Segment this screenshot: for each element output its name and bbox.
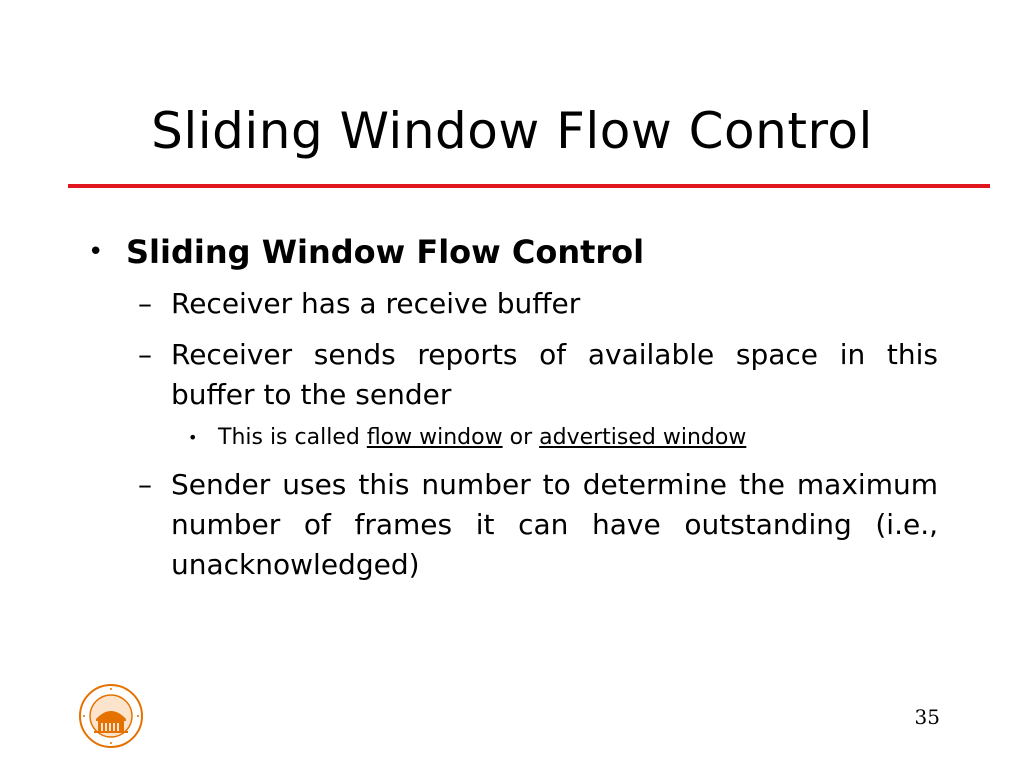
sub-sub-item-text	[218, 421, 746, 455]
slide-title: Sliding Window Flow Control	[151, 102, 873, 160]
sub-item	[138, 465, 938, 585]
sub-item-text: Receiver has a receive buffer	[171, 287, 581, 320]
term-advertised-window: advertised window	[539, 425, 747, 450]
title-divider	[68, 184, 990, 188]
bullet-text: Sliding Window Flow Control	[126, 233, 645, 271]
sub-sub-item	[188, 421, 888, 455]
sub-item-dash: –	[138, 287, 152, 320]
page-number: 35	[914, 705, 940, 729]
term-flow-window: flow window	[366, 425, 503, 450]
sub-sub-item-prefix: This is called	[218, 425, 360, 450]
bullet-mark: •	[88, 237, 104, 267]
sub-item-text: Receiver sends reports of available space in this buffer to the sender	[171, 338, 938, 411]
sub-item-dash: –	[138, 468, 152, 501]
sub-item-text: Sender uses this number to determine the maximum number of frames it can have outstanding (i.e., unacknowledged)	[171, 468, 938, 581]
university-seal-icon	[78, 683, 144, 749]
sub-sub-item-mark: •	[188, 428, 198, 447]
sub-item	[138, 335, 938, 415]
sub-item	[138, 284, 938, 324]
bullet-item	[88, 228, 938, 276]
sub-sub-item-connector: or	[509, 425, 533, 450]
sub-item-dash: –	[138, 338, 152, 371]
